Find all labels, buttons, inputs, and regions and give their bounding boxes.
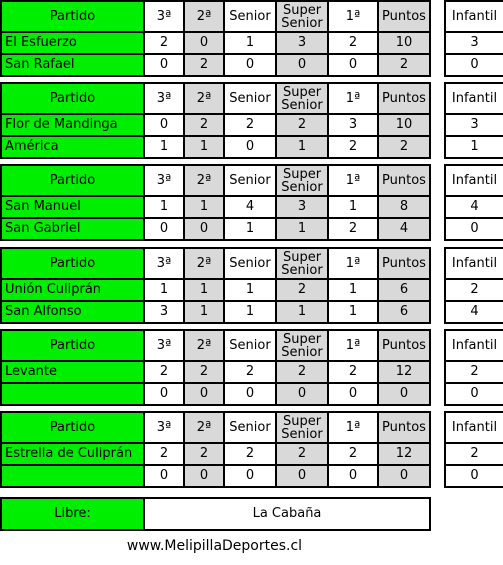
- score-infantil: 2: [445, 279, 503, 301]
- score-puntos: 6: [378, 301, 430, 323]
- team-name: Unión Culiprán: [1, 279, 144, 301]
- libre-label: Libre:: [1, 498, 144, 530]
- score-infantil: 1: [445, 136, 503, 158]
- team-row: [1, 218, 430, 240]
- team-row: [1, 32, 430, 54]
- score-2a: 0: [184, 32, 224, 54]
- score-2a: 1: [184, 279, 224, 301]
- score-1a: 2: [328, 218, 378, 240]
- header-2a: 2ª: [184, 412, 224, 443]
- team-row: [1, 301, 430, 323]
- score-3a: 0: [144, 114, 184, 136]
- team-name: América: [1, 136, 144, 158]
- header-3a: 3ª: [144, 248, 184, 279]
- score-puntos: 0: [378, 383, 430, 405]
- score-3a: 0: [144, 218, 184, 240]
- score-1a: 1: [328, 279, 378, 301]
- header-puntos: Puntos: [378, 412, 430, 443]
- score-1a: 0: [328, 465, 378, 487]
- header-partido: Partido: [1, 412, 144, 443]
- header-super-line1: Super: [282, 2, 322, 18]
- header-super-line2: Senior: [281, 97, 323, 113]
- score-senior: 1: [224, 218, 276, 240]
- team-name: El Esfuerzo: [1, 32, 144, 54]
- match-table: [0, 247, 431, 324]
- header-2a: 2ª: [184, 165, 224, 196]
- score-puntos: 2: [378, 136, 430, 158]
- score-3a: 2: [144, 443, 184, 465]
- score-1a: 2: [328, 32, 378, 54]
- score-puntos: 2: [378, 54, 430, 76]
- header-senior: Senior: [224, 83, 276, 114]
- header-super-senior: [276, 248, 328, 279]
- score-1a: 2: [328, 361, 378, 383]
- header-super-line1: Super: [282, 331, 322, 347]
- score-super-senior: 2: [276, 443, 328, 465]
- score-3a: 1: [144, 279, 184, 301]
- score-2a: 2: [184, 54, 224, 76]
- header-infantil: Infantil: [445, 83, 503, 114]
- score-super-senior: 1: [276, 136, 328, 158]
- team-row: [1, 361, 430, 383]
- team-name: San Gabriel: [1, 218, 144, 240]
- header-row: [1, 1, 430, 32]
- header-senior: Senior: [224, 248, 276, 279]
- match-table: [0, 0, 431, 77]
- score-senior: 4: [224, 196, 276, 218]
- team-row: [1, 465, 430, 487]
- score-3a: 1: [144, 136, 184, 158]
- score-super-senior: 2: [276, 114, 328, 136]
- score-infantil: 0: [445, 218, 503, 240]
- header-infantil: Infantil: [445, 165, 503, 196]
- score-senior: 1: [224, 279, 276, 301]
- score-senior: 0: [224, 136, 276, 158]
- header-3a: 3ª: [144, 165, 184, 196]
- score-puntos: 12: [378, 443, 430, 465]
- header-infantil: Infantil: [445, 248, 503, 279]
- header-infantil: Infantil: [445, 330, 503, 361]
- team-name: Estrella de Culiprán: [1, 443, 144, 465]
- score-3a: 2: [144, 361, 184, 383]
- match-table: [0, 164, 431, 241]
- team-row: [1, 114, 430, 136]
- header-infantil: Infantil: [445, 412, 503, 443]
- score-2a: 0: [184, 218, 224, 240]
- header-1a: 1ª: [328, 248, 378, 279]
- score-puntos: 4: [378, 218, 430, 240]
- score-1a: 3: [328, 114, 378, 136]
- score-super-senior: 1: [276, 218, 328, 240]
- score-puntos: 10: [378, 32, 430, 54]
- score-infantil: 2: [445, 361, 503, 383]
- header-row: [1, 412, 430, 443]
- header-3a: 3ª: [144, 412, 184, 443]
- libre-table: [0, 497, 431, 531]
- team-name: [1, 465, 144, 487]
- score-super-senior: 2: [276, 361, 328, 383]
- score-senior: 1: [224, 301, 276, 323]
- header-infantil: Infantil: [445, 1, 503, 32]
- team-row: [1, 443, 430, 465]
- score-senior: 2: [224, 443, 276, 465]
- score-infantil: 4: [445, 301, 503, 323]
- header-super-senior: [276, 1, 328, 32]
- score-super-senior: 3: [276, 196, 328, 218]
- score-2a: 1: [184, 301, 224, 323]
- header-super-line1: Super: [282, 249, 322, 265]
- libre-team: La Cabaña: [144, 498, 430, 530]
- header-3a: 3ª: [144, 83, 184, 114]
- team-row: [1, 136, 430, 158]
- score-1a: 2: [328, 136, 378, 158]
- score-3a: 1: [144, 196, 184, 218]
- score-super-senior: 2: [276, 279, 328, 301]
- header-super-line1: Super: [282, 166, 322, 182]
- header-row: [1, 165, 430, 196]
- score-1a: 0: [328, 383, 378, 405]
- header-super-line2: Senior: [281, 344, 323, 360]
- score-3a: 0: [144, 465, 184, 487]
- header-senior: Senior: [224, 330, 276, 361]
- score-senior: 1: [224, 32, 276, 54]
- score-1a: 2: [328, 443, 378, 465]
- score-3a: 0: [144, 383, 184, 405]
- score-super-senior: 3: [276, 32, 328, 54]
- header-super-senior: [276, 165, 328, 196]
- infantil-table: [444, 329, 503, 406]
- infantil-table: [444, 164, 503, 241]
- header-1a: 1ª: [328, 330, 378, 361]
- infantil-table: [444, 411, 503, 488]
- score-1a: 1: [328, 196, 378, 218]
- score-2a: 0: [184, 465, 224, 487]
- header-puntos: Puntos: [378, 83, 430, 114]
- header-2a: 2ª: [184, 83, 224, 114]
- header-1a: 1ª: [328, 412, 378, 443]
- score-2a: 1: [184, 136, 224, 158]
- header-row: [1, 330, 430, 361]
- team-name: San Rafael: [1, 54, 144, 76]
- score-super-senior: 0: [276, 383, 328, 405]
- score-senior: 0: [224, 54, 276, 76]
- team-row: [1, 54, 430, 76]
- score-senior: 2: [224, 114, 276, 136]
- score-puntos: 6: [378, 279, 430, 301]
- score-2a: 2: [184, 114, 224, 136]
- header-1a: 1ª: [328, 1, 378, 32]
- score-infantil: 0: [445, 465, 503, 487]
- score-2a: 2: [184, 443, 224, 465]
- score-infantil: 0: [445, 383, 503, 405]
- score-senior: 2: [224, 361, 276, 383]
- score-2a: 2: [184, 361, 224, 383]
- header-3a: 3ª: [144, 330, 184, 361]
- header-2a: 2ª: [184, 1, 224, 32]
- score-super-senior: 1: [276, 301, 328, 323]
- header-1a: 1ª: [328, 83, 378, 114]
- header-super-line2: Senior: [281, 426, 323, 442]
- team-name: San Alfonso: [1, 301, 144, 323]
- infantil-table: [444, 247, 503, 324]
- header-puntos: Puntos: [378, 248, 430, 279]
- header-2a: 2ª: [184, 248, 224, 279]
- match-table: [0, 82, 431, 159]
- header-partido: Partido: [1, 330, 144, 361]
- header-row: [1, 248, 430, 279]
- score-1a: 1: [328, 301, 378, 323]
- footer-site[interactable]: www.MelipillaDeportes.cl: [126, 538, 303, 554]
- header-senior: Senior: [224, 412, 276, 443]
- header-super-line2: Senior: [281, 262, 323, 278]
- score-2a: 1: [184, 196, 224, 218]
- match-table: [0, 329, 431, 406]
- header-partido: Partido: [1, 83, 144, 114]
- score-3a: 3: [144, 301, 184, 323]
- header-row: [1, 83, 430, 114]
- score-puntos: 0: [378, 465, 430, 487]
- team-row: [1, 383, 430, 405]
- match-table: [0, 411, 431, 488]
- header-partido: Partido: [1, 1, 144, 32]
- header-super-senior: [276, 83, 328, 114]
- team-name: Levante: [1, 361, 144, 383]
- header-super-senior: [276, 412, 328, 443]
- team-row: [1, 196, 430, 218]
- header-senior: Senior: [224, 165, 276, 196]
- score-3a: 0: [144, 54, 184, 76]
- score-infantil: 3: [445, 114, 503, 136]
- score-senior: 0: [224, 465, 276, 487]
- score-puntos: 12: [378, 361, 430, 383]
- header-1a: 1ª: [328, 165, 378, 196]
- score-infantil: 2: [445, 443, 503, 465]
- team-name: [1, 383, 144, 405]
- header-puntos: Puntos: [378, 165, 430, 196]
- header-super-line1: Super: [282, 84, 322, 100]
- header-super-line1: Super: [282, 413, 322, 429]
- header-super-line2: Senior: [281, 15, 323, 31]
- team-row: [1, 279, 430, 301]
- header-super-line2: Senior: [281, 179, 323, 195]
- score-infantil: 3: [445, 32, 503, 54]
- score-1a: 0: [328, 54, 378, 76]
- infantil-table: [444, 82, 503, 159]
- header-senior: Senior: [224, 1, 276, 32]
- score-3a: 2: [144, 32, 184, 54]
- team-name: Flor de Mandinga: [1, 114, 144, 136]
- score-senior: 0: [224, 383, 276, 405]
- header-partido: Partido: [1, 248, 144, 279]
- score-infantil: 0: [445, 54, 503, 76]
- team-name: San Manuel: [1, 196, 144, 218]
- score-infantil: 4: [445, 196, 503, 218]
- header-partido: Partido: [1, 165, 144, 196]
- header-super-senior: [276, 330, 328, 361]
- header-3a: 3ª: [144, 1, 184, 32]
- infantil-table: [444, 0, 503, 77]
- header-puntos: Puntos: [378, 1, 430, 32]
- score-super-senior: 0: [276, 465, 328, 487]
- header-2a: 2ª: [184, 330, 224, 361]
- score-2a: 0: [184, 383, 224, 405]
- score-super-senior: 0: [276, 54, 328, 76]
- score-puntos: 8: [378, 196, 430, 218]
- header-puntos: Puntos: [378, 330, 430, 361]
- score-puntos: 10: [378, 114, 430, 136]
